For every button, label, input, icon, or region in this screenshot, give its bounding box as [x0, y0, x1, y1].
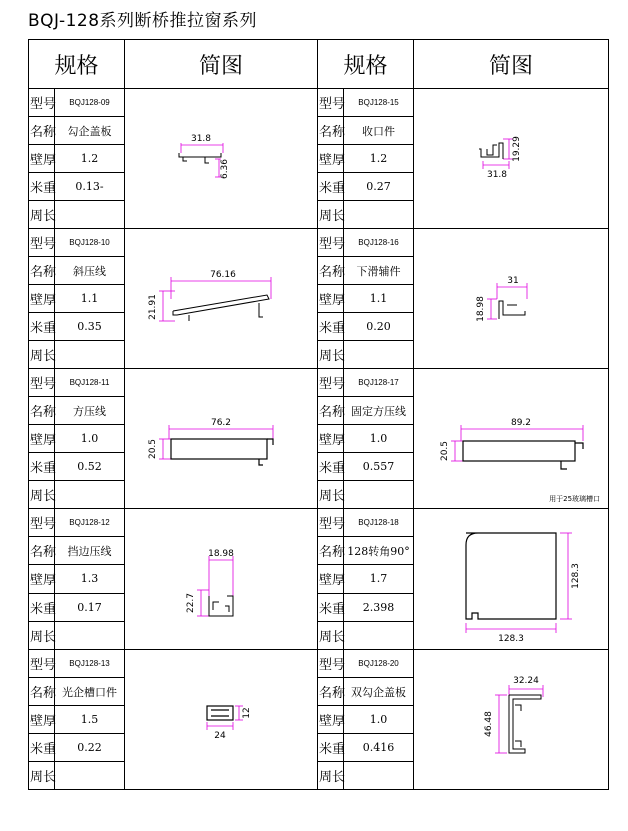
page-title: BQJ-128系列断桥推拉窗系列 [28, 11, 258, 31]
label-thickness: 壁厚 [318, 145, 344, 173]
model-value: BQJ128-16 [344, 229, 414, 257]
dim-height: 20.5 [440, 440, 451, 461]
weight-value: 0.416 [344, 734, 414, 762]
label-weight: 米重 [29, 453, 55, 481]
label-model: 型号 [318, 509, 344, 537]
thickness-value: 1.1 [55, 285, 125, 313]
spec-header: 规格 [29, 40, 125, 89]
name-value: 勾企盖板 [55, 117, 125, 145]
label-name: 名称 [29, 117, 55, 145]
label-model: 型号 [29, 229, 55, 257]
profile-drawing [451, 119, 571, 199]
label-thickness: 壁厚 [318, 706, 344, 734]
weight-value: 2.398 [344, 593, 414, 621]
dim-height: 18.98 [476, 295, 487, 322]
weight-value: 0.557 [344, 453, 414, 481]
name-value: 方压线 [55, 397, 125, 425]
label-perimeter: 周长 [318, 341, 344, 369]
name-value: 光企槽口件 [55, 678, 125, 706]
dim-height: 21.91 [148, 293, 159, 320]
model-value: BQJ128-13 [55, 650, 125, 678]
label-thickness: 壁厚 [29, 145, 55, 173]
weight-value: 0.13- [55, 173, 125, 201]
label-perimeter: 周长 [318, 481, 344, 509]
label-name: 名称 [318, 537, 344, 565]
perimeter-value [344, 481, 414, 509]
profile-figure [125, 509, 318, 650]
weight-value: 0.35 [55, 313, 125, 341]
dim-height: 46.48 [484, 710, 495, 737]
perimeter-value [55, 201, 125, 229]
model-value: BQJ128-15 [344, 89, 414, 117]
thickness-value: 1.7 [344, 565, 414, 593]
label-perimeter: 周长 [29, 481, 55, 509]
profile-drawing [436, 509, 586, 649]
thickness-value: 1.5 [55, 706, 125, 734]
usage-note: 用于25玻璃槽口 [549, 495, 601, 503]
profile-drawing [451, 259, 571, 339]
profile-drawing [141, 259, 301, 339]
label-perimeter: 周长 [318, 201, 344, 229]
label-weight: 米重 [318, 593, 344, 621]
model-value: BQJ128-09 [55, 89, 125, 117]
label-weight: 米重 [318, 734, 344, 762]
label-weight: 米重 [29, 593, 55, 621]
name-value: 挡边压线 [55, 537, 125, 565]
label-perimeter: 周长 [29, 201, 55, 229]
label-weight: 米重 [29, 734, 55, 762]
label-perimeter: 周长 [318, 621, 344, 649]
figure-header: 简图 [125, 40, 318, 89]
label-weight: 米重 [318, 173, 344, 201]
model-value: BQJ128-10 [55, 229, 125, 257]
perimeter-value [55, 621, 125, 649]
name-value: 收口件 [344, 117, 414, 145]
label-weight: 米重 [318, 313, 344, 341]
name-value: 128转角90° [344, 537, 414, 565]
thickness-value: 1.3 [55, 565, 125, 593]
dim-width: 18.98 [208, 549, 234, 559]
label-name: 名称 [29, 257, 55, 285]
label-model: 型号 [318, 229, 344, 257]
label-thickness: 壁厚 [29, 706, 55, 734]
label-model: 型号 [318, 650, 344, 678]
name-value: 双勾企盖板 [344, 678, 414, 706]
model-value: BQJ128-12 [55, 509, 125, 537]
profile-figure [414, 650, 609, 790]
label-thickness: 壁厚 [29, 285, 55, 313]
thickness-value: 1.2 [344, 145, 414, 173]
label-model: 型号 [29, 369, 55, 397]
weight-value: 0.20 [344, 313, 414, 341]
label-weight: 米重 [318, 453, 344, 481]
label-perimeter: 周长 [29, 341, 55, 369]
label-name: 名称 [318, 397, 344, 425]
profile-drawing [421, 399, 601, 479]
name-value: 固定方压线 [344, 397, 414, 425]
label-weight: 米重 [29, 313, 55, 341]
dim-width: 89.2 [511, 417, 532, 428]
label-name: 名称 [29, 678, 55, 706]
perimeter-value [55, 762, 125, 790]
label-perimeter: 周长 [29, 762, 55, 790]
model-value: BQJ128-11 [55, 369, 125, 397]
profile-drawing [161, 534, 281, 624]
profile-figure [125, 229, 318, 369]
dim-width: 31 [507, 275, 519, 286]
dim-height: 20.5 [148, 438, 159, 459]
dim-width: 31.8 [487, 169, 508, 180]
perimeter-value [344, 341, 414, 369]
label-model: 型号 [29, 650, 55, 678]
label-name: 名称 [318, 117, 344, 145]
profile-drawing [161, 119, 281, 199]
profile-figure [125, 369, 318, 509]
weight-value: 0.27 [344, 173, 414, 201]
label-perimeter: 周长 [318, 762, 344, 790]
label-perimeter: 周长 [29, 621, 55, 649]
dim-width: 32.24 [513, 675, 539, 686]
profile-figure [125, 650, 318, 790]
perimeter-value [344, 621, 414, 649]
weight-value: 0.52 [55, 453, 125, 481]
thickness-value: 1.0 [344, 425, 414, 453]
profile-figure [414, 89, 609, 229]
perimeter-value [55, 341, 125, 369]
profile-figure [414, 229, 609, 369]
perimeter-value [55, 481, 125, 509]
model-value: BQJ128-18 [344, 509, 414, 537]
dim-height: 19.29 [512, 135, 523, 162]
weight-value: 0.22 [55, 734, 125, 762]
dim-height: 22.7 [186, 592, 197, 614]
label-thickness: 壁厚 [318, 285, 344, 313]
weight-value: 0.17 [55, 593, 125, 621]
label-name: 名称 [318, 678, 344, 706]
figure-header: 简图 [414, 40, 609, 89]
name-value: 斜压线 [55, 257, 125, 285]
dim-width: 128.3 [498, 634, 524, 644]
thickness-value: 1.1 [344, 285, 414, 313]
spec-header: 规格 [318, 40, 414, 89]
perimeter-value [344, 201, 414, 229]
name-value: 下滑辅件 [344, 257, 414, 285]
label-thickness: 壁厚 [318, 425, 344, 453]
dim-width: 31.8 [190, 133, 212, 144]
label-name: 名称 [318, 257, 344, 285]
model-value: BQJ128-20 [344, 650, 414, 678]
header-row [29, 40, 609, 89]
label-thickness: 壁厚 [29, 425, 55, 453]
dim-width: 76.16 [210, 269, 236, 280]
catalog-table [28, 39, 609, 790]
dim-height: 128.3 [571, 563, 582, 589]
profile-figure [414, 369, 609, 509]
dim-height: 6.36 [220, 158, 231, 179]
label-name: 名称 [29, 537, 55, 565]
label-weight: 米重 [29, 173, 55, 201]
profile-drawing [161, 680, 281, 760]
label-model: 型号 [29, 89, 55, 117]
dim-height: 12 [242, 706, 253, 719]
model-value: BQJ128-17 [344, 369, 414, 397]
perimeter-value [344, 762, 414, 790]
dim-width: 76.2 [210, 417, 232, 428]
thickness-value: 1.2 [55, 145, 125, 173]
label-thickness: 壁厚 [318, 565, 344, 593]
label-model: 型号 [318, 369, 344, 397]
profile-drawing [141, 399, 301, 479]
label-model: 型号 [29, 509, 55, 537]
profile-drawing [451, 665, 571, 775]
label-model: 型号 [318, 89, 344, 117]
thickness-value: 1.0 [55, 425, 125, 453]
dim-width: 24 [214, 730, 226, 741]
label-name: 名称 [29, 397, 55, 425]
profile-figure [125, 89, 318, 229]
thickness-value: 1.0 [344, 706, 414, 734]
label-thickness: 壁厚 [29, 565, 55, 593]
profile-figure [414, 509, 609, 650]
